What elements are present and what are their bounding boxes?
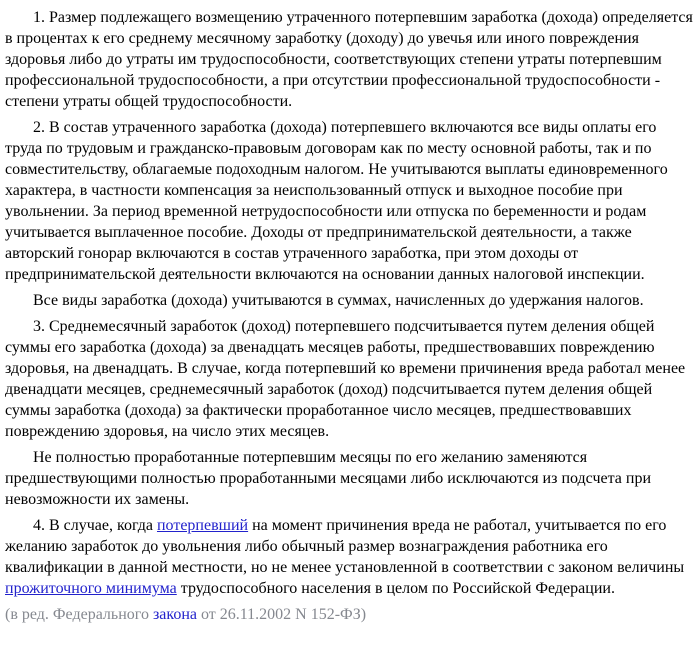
paragraph-incomplete-months [5, 447, 695, 510]
text-run: трудоспособного населения в целом по Российской Федерации. [176, 580, 615, 597]
paragraph-all-income-types [5, 290, 695, 311]
paragraph-item-3 [5, 316, 695, 442]
text-run: 4. В случае, когда [33, 517, 157, 534]
text-run: (в ред. Федерального [5, 606, 153, 623]
edit-note [5, 604, 695, 625]
link-prozhitochny-minimum[interactable]: прожиточного минимума [5, 580, 177, 597]
document-body [5, 7, 695, 625]
link-federal-law[interactable]: закона [152, 606, 197, 623]
text-run: на момент причинения вреда не работал, учитывается по его желанию заработок до увольнения либо обычный размер вознаграждения работника его квалификации в данной местности, но не менее установленной в соответствии с законом величины [5, 517, 685, 576]
text-run: 2. В состав утраченного заработка (дохода) потерпевшего включаются все виды оплаты его труда по трудовым и гражданско-правовым договорам как по месту основной работы, так и по совместительству, облагаемые подоходным налогом. Не учитываются выплаты единовременного характера, в частности компенсация за неиспользованный отпуск и выходное пособие при увольнении. За период временной нетрудоспособности или отпуска по беременности и родам учитывается выплаченное пособие. Доходы от предпринимательской деятельности, а также авторский гонорар включаются в состав утраченного заработка, при этом доходы от предпринимательской деятельности включаются на основании данных налоговой инспекции. [5, 119, 668, 283]
paragraph-item-2 [5, 117, 695, 285]
link-poterpevshiy[interactable]: потерпевший [156, 517, 249, 534]
text-run: 3. Среднемесячный заработок (доход) потерпевшего подсчитывается путем деления общей суммы его заработка (дохода) за двенадцать месяцев работы, предшествовавших повреждению здоровья, на двенадцать. В случае, когда потерпевший ко времени причинения вреда работал менее двенадцати месяцев, среднемесячный заработок (доход) подсчитывается путем деления общей суммы заработка (дохода) за фактически проработанное число месяцев, предшествовавших повреждению здоровья, на число этих месяцев. [5, 318, 686, 440]
text-run: от 26.11.2002 N 152-ФЗ) [196, 606, 367, 623]
text-run: Все виды заработка (дохода) учитываются в суммах, начисленных до удержания налогов. [33, 292, 644, 309]
text-run: Не полностью проработанные потерпевшим месяцы по его желанию заменяются предшествующими полностью проработанными месяцами либо исключаются из подсчета при невозможности их замены. [5, 449, 652, 508]
paragraph-item-1 [5, 7, 695, 112]
paragraph-item-4 [5, 515, 695, 599]
text-run: 1. Размер подлежащего возмещению утраченного потерпевшим заработка (дохода) определяется в процентах к его среднему месячному заработку (доходу) до увечья или иного повреждения здоровья либо до утраты им трудоспособности, соответствующих степени утраты потерпевшим профессиональной трудоспособности, а при отсутствии профессиональной трудоспособности - степени утраты общей трудоспособности. [5, 9, 693, 110]
